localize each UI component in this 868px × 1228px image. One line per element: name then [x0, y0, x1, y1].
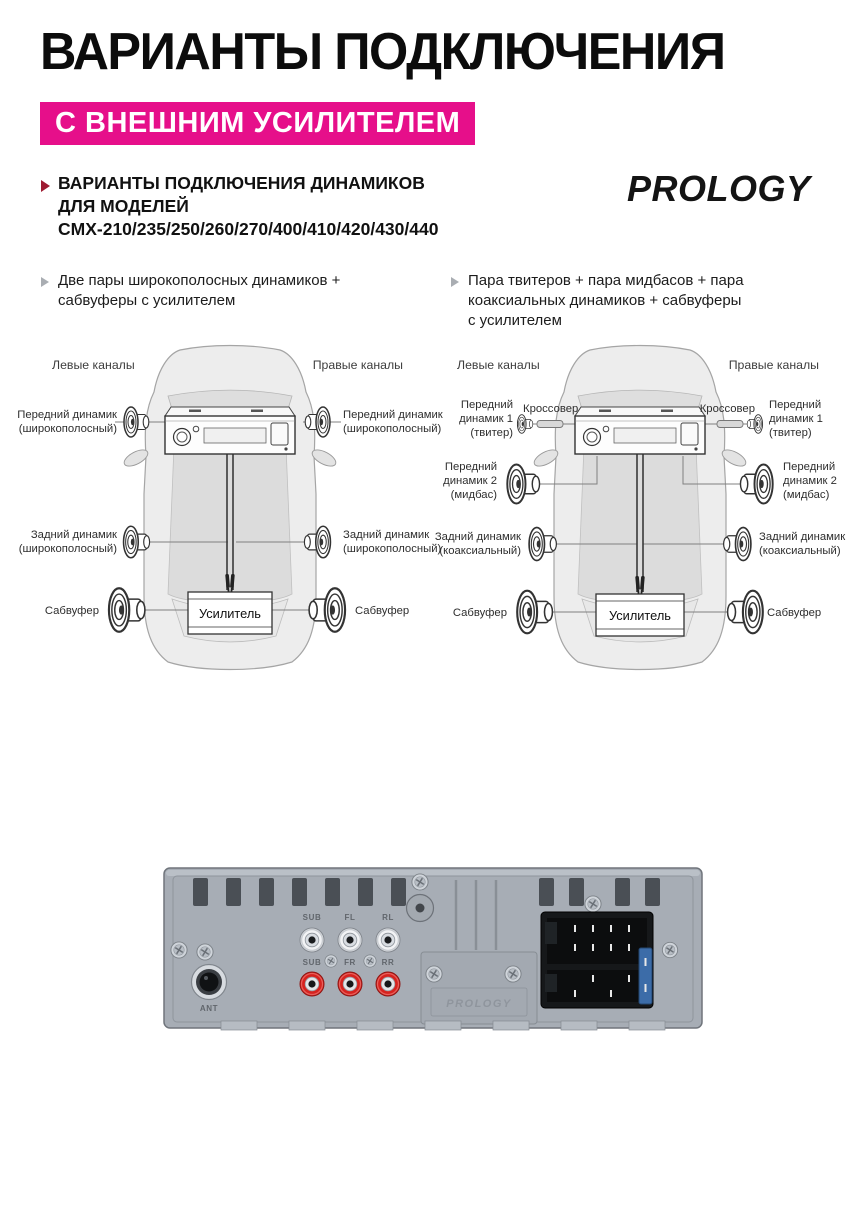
amplifier-label: Усилитель [199, 606, 261, 621]
right-crossover-label: Кроссовер [699, 403, 755, 415]
right-midbass-icon [740, 465, 772, 504]
screw-icon [197, 944, 213, 960]
left-crossover-label: Кроссовер [523, 403, 579, 415]
subwoofer-right-label: Сабвуфер [355, 605, 410, 617]
embossed-brand: PROLOGY [446, 998, 512, 1010]
section-heading [58, 172, 438, 241]
section-heading-line1: ВАРИАНТЫ ПОДКЛЮЧЕНИЯ ДИНАМИКОВ [58, 173, 425, 193]
front2-right-label-3: (мидбас) [783, 489, 830, 501]
left-subwoofer-icon [109, 588, 145, 632]
front-left-label-1: Передний динамик [17, 409, 117, 421]
left-channels-label: Левые каналы [457, 358, 540, 372]
head-unit-icon [165, 407, 295, 454]
right-channels-label: Правые каналы [312, 358, 403, 372]
rca-label-rl: RL [382, 913, 394, 922]
knockout-hole [407, 895, 434, 922]
left-channels-label: Левые каналы [52, 358, 135, 372]
red-arrow-bullet-icon [41, 180, 50, 192]
head-unit-icon [575, 407, 705, 454]
right-tweeter-icon [747, 415, 762, 434]
rca-label-fr: FR [344, 958, 356, 967]
left-crossover [537, 421, 563, 428]
front1-right-label-3: (твитер) [769, 427, 812, 439]
embossed-plate [421, 952, 537, 1024]
front1-right-label-1: Передний [769, 399, 822, 411]
front2-right-label-1: Передний [783, 461, 836, 473]
rear-right-label-1: Задний динамик [343, 529, 430, 541]
right-subwoofer-icon [728, 591, 763, 634]
rca-rear-right-jack[interactable] [376, 972, 400, 996]
right-subtitle-line2: коаксиальных динамиков + сабвуферы [468, 292, 742, 309]
antenna-label: ANT [199, 1004, 219, 1013]
front-right-label-2: (широкополосный) [343, 423, 442, 435]
right-subtitle-line3: с усилителем [468, 312, 562, 329]
front-left-label-2: (широкополосный) [18, 423, 117, 435]
gray-arrow-bullet-icon [41, 277, 49, 287]
subwoofer-left-label: Сабвуфер [44, 605, 99, 617]
front1-left-label-1: Передний [460, 399, 513, 411]
right-crossover [717, 421, 743, 428]
left-midbass-icon [507, 465, 539, 504]
screw-icon [364, 955, 376, 967]
blue-connector [639, 948, 652, 1004]
right-diagram-subtitle [468, 271, 744, 331]
front1-left-label-3: (твитер) [470, 427, 513, 439]
rear-right-label-2: (коаксиальный) [759, 545, 841, 557]
rca-label-sub-bottom: SUB [302, 958, 322, 967]
subwoofer-left-label: Сабвуфер [452, 607, 507, 619]
page-title: ВАРИАНТЫ ПОДКЛЮЧЕНИЯ [40, 23, 725, 81]
gray-arrow-bullet-icon [451, 277, 459, 287]
subwoofer-right-label: Сабвуфер [767, 607, 822, 619]
front1-left-label-2: динамик 1 [459, 413, 513, 425]
rca-rear-left-jack[interactable] [376, 928, 400, 952]
right-subtitle-line1: Пара твитеров + пара мидбасов + пара [468, 272, 744, 289]
amplifier-label: Усилитель [609, 608, 671, 623]
rear-left-label-2: (коаксиальный) [439, 545, 521, 557]
rear-right-coax-icon [724, 528, 751, 561]
front-right-label-1: Передний динамик [343, 409, 443, 421]
rca-label-sub-top: SUB [302, 913, 322, 922]
section-heading-line2: ДЛЯ МОДЕЛЕЙ [58, 196, 189, 216]
diagram-tweeters-midbass-coax [435, 342, 845, 692]
left-tweeter-icon [517, 415, 532, 434]
front1-right-label-2: динамик 1 [769, 413, 823, 425]
screw-icon [585, 896, 601, 912]
front2-right-label-2: динамик 2 [783, 475, 837, 487]
screw-icon [426, 966, 442, 982]
rca-front-left-jack[interactable] [338, 928, 362, 952]
right-channels-label: Правые каналы [728, 358, 819, 372]
rca-front-right-jack[interactable] [338, 972, 362, 996]
rear-left-label-1: Задний динамик [30, 529, 117, 541]
left-subtitle-line2: сабвуферы с усилителем [58, 292, 236, 309]
rear-left-coax-icon [529, 528, 556, 561]
screw-icon [662, 942, 677, 957]
section-heading-line3: CMX-210/235/250/260/270/400/410/420/430/440 [58, 219, 439, 239]
brand-logo: PROLOGY [627, 168, 811, 209]
diagram-two-pairs-fullrange [17, 342, 443, 692]
screw-icon [505, 966, 521, 982]
rear-left-label-2: (широкополосный) [18, 543, 117, 555]
front2-left-label-1: Передний [444, 461, 497, 473]
rca-label-fl: FL [344, 913, 356, 922]
iso-connector[interactable] [541, 912, 653, 1008]
screw-icon [325, 955, 337, 967]
rear-right-label-1: Задний динамик [759, 531, 846, 543]
screw-icon [171, 942, 187, 958]
front2-left-label-2: динамик 2 [443, 475, 497, 487]
rear-right-label-2: (широкополосный) [343, 543, 442, 555]
left-subtitle-line1: Две пары широкополосных динамиков + [58, 272, 341, 289]
rca-label-rr: RR [381, 958, 395, 967]
left-diagram-subtitle [58, 271, 340, 311]
left-subwoofer-icon [517, 591, 552, 634]
rca-sub-right-jack[interactable] [300, 972, 324, 996]
rear-left-label-1: Задний динамик [434, 531, 521, 543]
rear-panel-photo [163, 862, 703, 1040]
front2-left-label-3: (мидбас) [450, 489, 497, 501]
rca-sub-left-jack[interactable] [300, 928, 324, 952]
screw-icon [412, 874, 428, 890]
subtitle-banner: С ВНЕШНИМ УСИЛИТЕЛЕМ [40, 102, 475, 145]
